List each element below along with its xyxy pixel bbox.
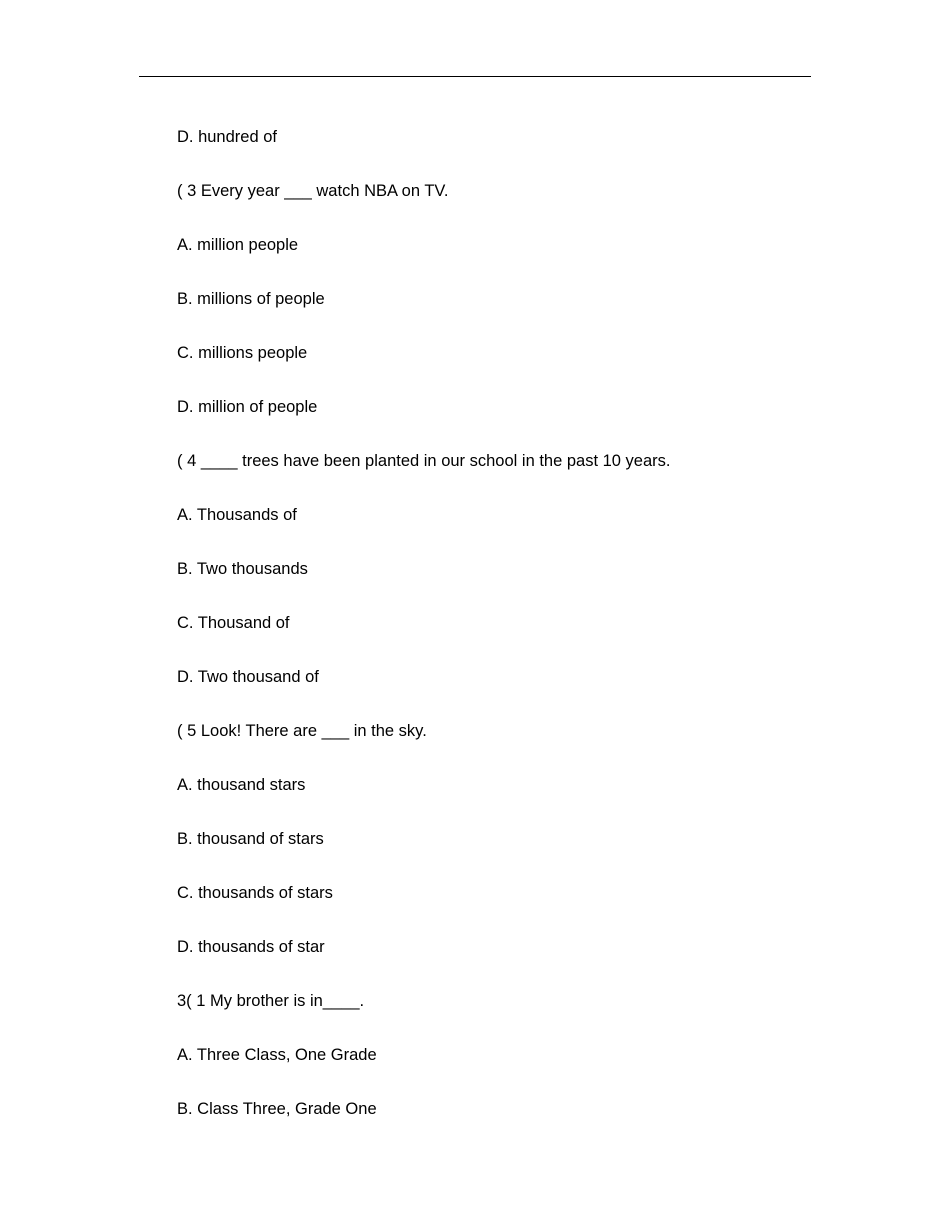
document-body (177, 125, 817, 1151)
q3-option-d: D. million of people (177, 398, 318, 416)
q5-option-a: A. thousand stars (177, 776, 306, 794)
question-5: ( 5 Look! There are ___ in the sky. (177, 722, 427, 740)
q3-option-a: A. million people (177, 236, 299, 254)
q5-option-b: B. thousand of stars (177, 830, 324, 848)
s3q1-option-b: B. Class Three, Grade One (177, 1100, 377, 1118)
q5-option-c: C. thousands of stars (177, 884, 333, 902)
q4-option-b: B. Two thousands (177, 560, 308, 578)
option-d-hundred-of: D. hundred of (177, 128, 277, 146)
question-4: ( 4 ____ trees have been planted in our school in the past 10 years. (177, 452, 671, 470)
header-rule (139, 76, 811, 77)
q5-option-d: D. thousands of star (177, 938, 325, 956)
s3q1-option-a: A. Three Class, One Grade (177, 1046, 377, 1064)
q4-option-c: C. Thousand of (177, 614, 290, 632)
question-3: ( 3 Every year ___ watch NBA on TV. (177, 182, 449, 200)
q3-option-c: C. millions people (177, 344, 308, 362)
section-3-question-1: 3( 1 My brother is in____. (177, 992, 365, 1010)
q3-option-b: B. millions of people (177, 290, 325, 308)
q4-option-d: D. Two thousand of (177, 668, 319, 686)
q4-option-a: A. Thousands of (177, 506, 297, 524)
